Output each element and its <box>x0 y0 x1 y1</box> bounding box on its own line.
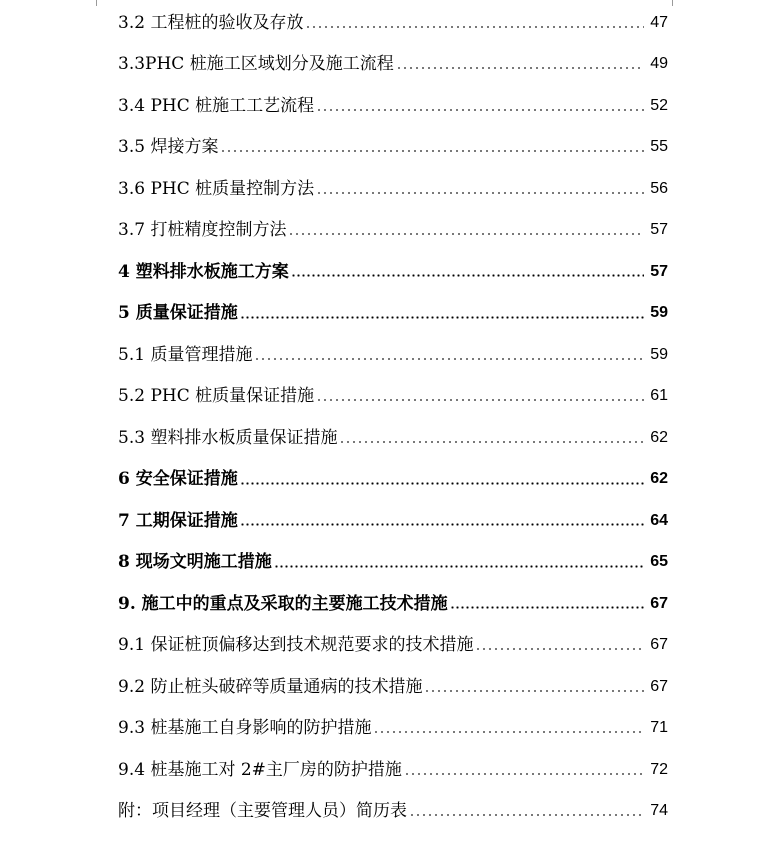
toc-dot-leader <box>316 399 644 401</box>
toc-dot-leader <box>475 648 644 650</box>
toc-entry-title: 5 质量保证措施 <box>118 303 238 324</box>
toc-entry-title: 8 现场文明施工措施 <box>118 552 272 573</box>
toc-entry-page-number: 57 <box>650 221 668 239</box>
toc-entry[interactable] <box>118 210 668 252</box>
toc-entry-page-number: 52 <box>650 96 668 114</box>
toc-entry-title: 9.2 防止桩头破碎等质量通病的技术措施 <box>118 676 423 697</box>
toc-entry-page-number: 55 <box>650 138 668 156</box>
toc-entry[interactable] <box>118 542 668 584</box>
toc-entry-title: 7 工期保证措施 <box>118 510 238 531</box>
toc-entry[interactable] <box>118 459 668 501</box>
toc-entry-title: 5.3 塑料排水板质量保证措施 <box>118 427 338 448</box>
toc-dot-leader <box>404 773 644 775</box>
toc-dot-leader <box>396 67 644 69</box>
toc-entry-title: 附：项目经理（主要管理人员）简历表 <box>118 801 407 822</box>
toc-dot-leader <box>424 690 644 692</box>
toc-entry[interactable] <box>118 334 668 376</box>
toc-dot-leader <box>305 26 644 28</box>
toc-entry-title: 5.1 质量管理措施 <box>118 344 253 365</box>
toc-dot-leader <box>316 109 644 111</box>
toc-entry[interactable] <box>118 666 668 708</box>
toc-dot-leader <box>254 358 644 360</box>
toc-dot-leader <box>240 482 644 485</box>
toc-dot-leader <box>409 814 644 816</box>
toc-dot-leader <box>339 441 644 443</box>
toc-dot-leader <box>240 523 644 526</box>
toc-entry-title: 9.4 桩基施工对 2#主厂房的防护措施 <box>118 759 402 780</box>
toc-entry-page-number: 59 <box>650 304 668 322</box>
toc-dot-leader <box>373 731 644 733</box>
toc-entry-page-number: 71 <box>650 719 668 737</box>
toc-entry-page-number: 67 <box>650 677 668 695</box>
toc-entry[interactable] <box>118 500 668 542</box>
toc-entry[interactable] <box>118 127 668 169</box>
toc-entry[interactable] <box>118 708 668 750</box>
toc-entry[interactable] <box>118 791 668 833</box>
toc-entry-title: 6 安全保证措施 <box>118 469 238 490</box>
toc-entry-page-number: 59 <box>650 345 668 363</box>
toc-entry[interactable] <box>118 85 668 127</box>
toc-entry-page-number: 67 <box>650 594 668 612</box>
toc-dot-leader <box>450 606 644 609</box>
toc-entry-page-number: 74 <box>650 802 668 820</box>
toc-entry-page-number: 67 <box>650 636 668 654</box>
toc-entry-page-number: 56 <box>650 179 668 197</box>
toc-entry-title: 4 塑料排水板施工方案 <box>118 261 289 282</box>
toc-entry[interactable] <box>118 625 668 667</box>
toc-dot-leader <box>316 192 644 194</box>
toc-dot-leader <box>291 274 644 277</box>
toc-entry-title: 3.4 PHC 桩施工工艺流程 <box>118 95 315 116</box>
toc-entry-title: 9. 施工中的重点及采取的主要施工技术措施 <box>118 593 448 614</box>
toc-entry[interactable] <box>118 376 668 418</box>
toc-entry-page-number: 65 <box>650 553 668 571</box>
toc-dot-leader <box>220 150 644 152</box>
toc-entry-page-number: 62 <box>650 428 668 446</box>
toc-entry-title: 3.3PHC 桩施工区域划分及施工流程 <box>118 54 394 75</box>
toc-entry[interactable] <box>118 583 668 625</box>
toc-entry-page-number: 64 <box>650 511 668 529</box>
toc-entry-title: 5.2 PHC 桩质量保证措施 <box>118 386 315 407</box>
toc-entry-title: 9.3 桩基施工自身影响的防护措施 <box>118 718 372 739</box>
toc-entry[interactable] <box>118 168 668 210</box>
toc-entry-page-number: 49 <box>650 55 668 73</box>
toc-entry[interactable] <box>118 293 668 335</box>
toc-entry-page-number: 57 <box>650 262 668 280</box>
toc-entry-title: 3.7 打桩精度控制方法 <box>118 220 287 241</box>
toc-entry-page-number: 47 <box>650 13 668 31</box>
toc-entry[interactable] <box>118 2 668 44</box>
toc-entry-title: 3.6 PHC 桩质量控制方法 <box>118 178 315 199</box>
toc-entry[interactable] <box>118 749 668 791</box>
toc-entry[interactable] <box>118 417 668 459</box>
toc-entry-title: 3.5 焊接方案 <box>118 137 219 158</box>
page-corner-mark-right <box>672 0 697 6</box>
table-of-contents <box>118 2 668 832</box>
toc-dot-leader <box>240 316 644 319</box>
toc-dot-leader <box>288 233 644 235</box>
toc-entry-page-number: 61 <box>650 387 668 405</box>
toc-entry[interactable] <box>118 251 668 293</box>
toc-dot-leader <box>274 565 644 568</box>
toc-entry-page-number: 72 <box>650 760 668 778</box>
toc-entry-title: 3.2 工程桩的验收及存放 <box>118 12 304 33</box>
toc-entry-page-number: 62 <box>650 470 668 488</box>
page-corner-mark-left <box>72 0 97 6</box>
toc-entry[interactable] <box>118 44 668 86</box>
toc-entry-title: 9.1 保证桩顶偏移达到技术规范要求的技术措施 <box>118 635 474 656</box>
